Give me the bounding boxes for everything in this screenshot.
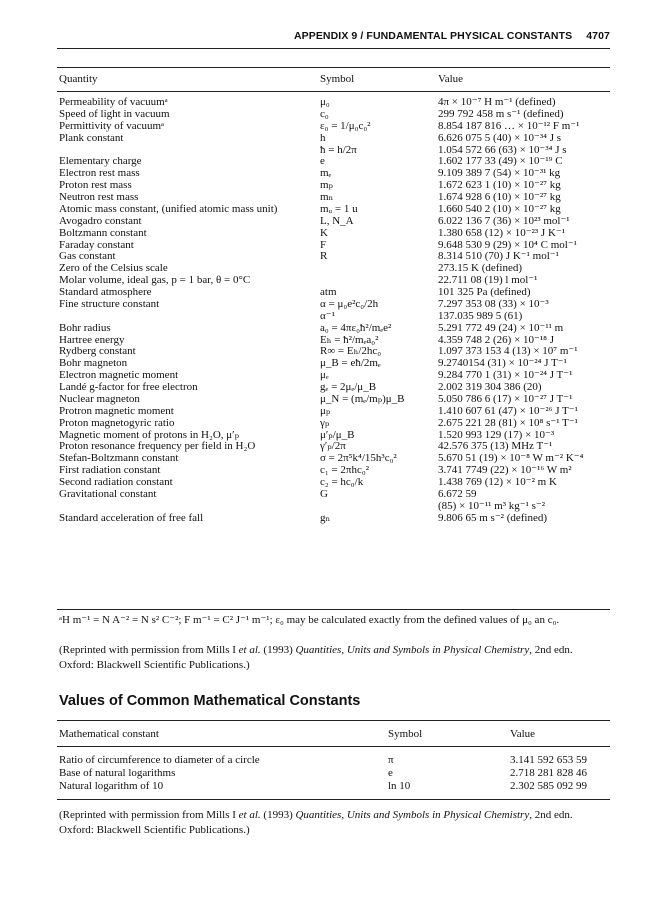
quantity-cell: Neutron rest mass [59,191,139,203]
value-cell: 42.576 375 (13) MHz T⁻¹ [438,440,553,453]
symbol-cell: mₚ [320,179,333,192]
quantity-cell: Elementary charge [59,155,142,168]
quantity-cell: First radiation constant [59,464,161,477]
table-row [57,418,610,430]
value-cell: 6.626 075 5 (40) × 10⁻³⁴ J s [438,131,562,144]
symbol-cell: μₚ [320,404,331,417]
italic-text: et al. [238,809,261,821]
quantity-cell: Atomic mass constant, (unified atomic mass unit) [59,202,278,215]
value-cell: 7.297 353 08 (33) × 10⁻³ [438,297,549,310]
table-row [57,133,610,145]
symbol-cell: μₑ [320,369,329,382]
quantity-cell: Standard acceleration of free fall [59,511,204,524]
symbol-cell: c₂ = hc₀/k [320,476,364,488]
symbol-cell: mₑ [320,167,332,180]
constant-cell: Base of natural logarithms [59,767,176,779]
value-cell: (85) × 10⁻¹¹ m³ kg⁻¹ s⁻² [438,499,546,512]
value-cell: 299 792 458 m s⁻¹ (defined) [438,107,564,120]
italic-text: Quantities, Units and Symbols in Physical Chemistry [295,644,530,656]
table-row [57,228,610,240]
value-cell: 1.660 540 2 (10) × 10⁻²⁷ kg [438,202,561,215]
italic-text: et al. [238,644,261,656]
header-rule [57,48,610,49]
math-credit: (Reprinted with permission from Mills I et al. (1993) Quantities, Units and Symbols in Physical Chemistry, 2nd edn. Oxford: Blackwell Scientific Publications.) [59,809,573,836]
symbol-cell: μ′ₚ/μ_B [320,428,355,441]
quantity-cell: Protron magnetic moment [59,404,174,417]
symbol-cell: K [320,226,328,239]
quantity-cell: Stefan-Boltzmann constant [59,452,179,465]
table-bottom-rule [57,609,610,610]
value-cell: 101 325 Pa (defined) [438,286,531,298]
quantity-cell: Avogadro constant [59,214,142,227]
math-table-header-rule [57,746,610,747]
quantity-cell: Nuclear magneton [59,392,140,405]
quantity-cell: Hartree energy [59,333,125,346]
value-cell: 8.854 187 816 … × 10⁻¹² F m⁻¹ [438,119,580,132]
value-cell: 3.141 592 653 59 [510,754,587,766]
symbol-cell: L, N_A [320,214,354,227]
value-cell: 2.302 585 092 99 [510,780,587,792]
symbol-cell: α = μ₀e²c₀/2h [320,297,379,310]
symbol-cell: R [320,250,328,263]
running-head [294,30,610,42]
symbol-cell: R∞ = Eₕ/2hc₀ [320,345,382,358]
value-cell: 4.359 748 2 (26) × 10⁻¹⁸ J [438,333,554,346]
value-cell: 1.602 177 33 (49) × 10⁻¹⁹ C [438,155,563,168]
table-row [57,406,610,418]
symbol-cell: γ′ₚ/2π [320,440,346,453]
quantity-cell: Molar volume, ideal gas, p = 1 bar, θ = 0°C [59,274,251,287]
value-cell: 9.648 530 9 (29) × 10⁴ C mol⁻¹ [438,238,577,251]
value-cell: 9.284 770 1 (31) × 10⁻²⁴ J T⁻¹ [438,369,573,382]
value-cell: 1.672 623 1 (10) × 10⁻²⁷ kg [438,179,561,192]
quantity-cell: Gas constant [59,250,116,263]
quantity-cell: Boltzmann constant [59,226,147,239]
running-head-title: APPENDIX 9 / FUNDAMENTAL PHYSICAL CONSTANTS [293,30,573,42]
symbol-cell: μ₀ [320,96,330,108]
quantity-cell: Proton rest mass [59,179,132,192]
quantity-cell: Electron rest mass [59,167,140,180]
value-cell: 1.438 769 (12) × 10⁻² m K [438,476,557,488]
value-cell: 1.410 607 61 (47) × 10⁻²⁶ J T⁻¹ [438,404,578,417]
symbol-cell: G [320,487,328,500]
quantity-cell: Electron magnetic moment [59,369,179,382]
math-table-row [57,754,610,767]
quantity-cell: Magnetic moment of protons in H₂O, μ′ₚ [59,428,239,441]
table-header-rule [57,91,610,92]
value-cell: 1.520 993 129 (17) × 10⁻³ [438,428,555,441]
table-row [57,121,610,133]
value-cell: 2.002 319 304 386 (20) [438,381,542,393]
quantity-cell: Permittivity of vacuumᵃ [59,119,165,132]
table-row [57,394,610,406]
quantity-cell: Landé g-factor for free electron [59,381,198,393]
col-header-value: Value [438,73,464,85]
table-row [57,501,610,513]
constants-table-body [57,97,610,525]
value-cell: 22.711 08 (19) l mol⁻¹ [438,274,538,287]
quantity-cell: Permeability of vacuumᵃ [59,96,168,108]
table-credit: (Reprinted with permission from Mills I et al. (1993) Quantities, Units and Symbols in Physical Chemistry, 2nd edn. Oxford: Blackwell Scientific Publications.) [59,644,573,671]
symbol-cell: α⁻¹ [320,309,335,322]
quantity-cell: Zero of the Celsius scale [59,262,168,275]
quantity-cell: Rydberg constant [59,345,136,358]
symbol-cell: σ = 2π⁵k⁴/15h³c₀² [320,452,397,465]
value-cell: 1.380 658 (12) × 10⁻²³ J K⁻¹ [438,226,566,239]
quantity-cell: Gravitational constant [59,487,157,500]
constant-cell: Ratio of circumference to diameter of a circle [59,754,260,766]
value-cell: 5.050 786 6 (17) × 10⁻²⁷ J T⁻¹ [438,392,573,405]
value-cell: 5.291 772 49 (24) × 10⁻¹¹ m [438,321,564,334]
value-cell: 6.022 136 7 (36) × 10²³ mol⁻¹ [438,214,570,227]
value-cell: 1.097 373 153 4 (13) × 10⁷ m⁻¹ [438,345,578,358]
symbol-cell: gₑ = 2μₑ/μ_B [320,381,377,393]
math-table-bottom-rule [57,799,610,800]
quantity-cell: Proton resonance frequency per field in H₂O [59,440,256,453]
table-row [57,109,610,121]
symbol-cell: γₚ [320,416,330,429]
math-table-row [57,780,610,793]
math-col-header-constant: Mathematical constant [59,728,159,740]
symbol-cell: F [320,238,327,251]
table-row [57,489,610,501]
symbol-cell: μ_N = (mₑ/mₚ)μ_B [320,392,405,405]
math-col-header-value: Value [510,728,536,740]
symbol-cell: gₙ [320,511,331,524]
col-header-symbol: Symbol [320,73,355,85]
symbol-cell: e [388,767,393,779]
table-row [57,299,610,311]
quantity-cell: Bohr magneton [59,357,128,370]
table-footnote: ᵃH m⁻¹ = N A⁻² = N s² C⁻²; F m⁻¹ = C² J⁻¹ m⁻¹; ε₀ may be calculated exactly from the defined values of μ₀ an c₀. [59,614,560,626]
quantity-cell: Fine structure constant [59,297,160,310]
value-cell: 8.314 510 (70) J K⁻¹ mol⁻¹ [438,250,559,263]
math-col-header-symbol: Symbol [388,728,423,740]
symbol-cell: ln 10 [388,780,411,792]
quantity-cell: Plank constant [59,131,124,144]
italic-text: Quantities, Units and Symbols in Physical Chemistry [295,809,530,821]
value-cell: 5.670 51 (19) × 10⁻⁸ W m⁻² K⁻⁴ [438,452,584,465]
quantity-cell: Standard atmosphere [59,286,152,298]
value-cell: 4π × 10⁻⁷ H m⁻¹ (defined) [438,96,556,108]
value-cell: 6.672 59 [438,487,477,500]
quantity-cell: Second radiation constant [59,476,173,488]
symbol-cell: mᵤ = 1 u [320,202,358,215]
symbol-cell: c₁ = 2πhc₀² [320,464,369,477]
math-table-top-rule [57,720,610,721]
quantity-cell: Speed of light in vacuum [59,107,170,120]
symbol-cell: Eₕ = ħ²/mₑa₀² [320,333,379,346]
table-row [57,204,610,216]
symbol-cell: mₙ [320,191,334,203]
table-row [57,311,610,323]
table-row [57,513,610,525]
value-cell: 1.674 928 6 (10) × 10⁻²⁷ kg [438,191,561,203]
symbol-cell: c₀ [320,107,329,120]
value-cell: 2.675 221 28 (81) × 10⁸ s⁻¹ T⁻¹ [438,416,578,429]
symbol-cell: e [320,155,325,168]
constant-cell: Natural logarithm of 10 [59,780,164,792]
page-number: 4707 [586,30,610,42]
symbol-cell: ε₀ = 1/μ₀c₀² [320,119,371,132]
col-header-quantity: Quantity [59,73,98,85]
value-cell: 9.109 389 7 (54) × 10⁻³¹ kg [438,167,561,180]
value-cell: 9.806 65 m s⁻² (defined) [438,511,548,524]
symbol-cell: atm [320,286,337,298]
value-cell: 137.035 989 5 (61) [438,309,523,322]
symbol-cell: π [388,754,394,766]
symbol-cell: μ_B = eħ/2mₑ [320,357,381,370]
symbol-cell: h [320,131,326,144]
value-cell: 3.741 7749 (22) × 10⁻¹⁶ W m² [438,464,572,477]
math-table-body [57,754,610,793]
value-cell: 273.15 K (defined) [438,262,523,275]
symbol-cell: a₀ = 4πε₀ħ²/mₑe² [320,321,392,334]
value-cell: 2.718 281 828 46 [510,767,587,779]
table-top-rule [57,67,610,68]
math-table-row [57,767,610,780]
table-row [57,216,610,228]
quantity-cell: Bohr radius [59,321,111,334]
quantity-cell: Proton magnetogyric ratio [59,416,175,429]
section-title: Values of Common Mathematical Constants [59,693,361,709]
value-cell: 1.054 572 66 (63) × 10⁻³⁴ J s [438,143,567,156]
symbol-cell: ħ = h/2π [320,143,357,156]
value-cell: 9.2740154 (31) × 10⁻²⁴ J T⁻¹ [438,357,567,370]
quantity-cell: Faraday constant [59,238,134,251]
table-row [57,323,610,335]
